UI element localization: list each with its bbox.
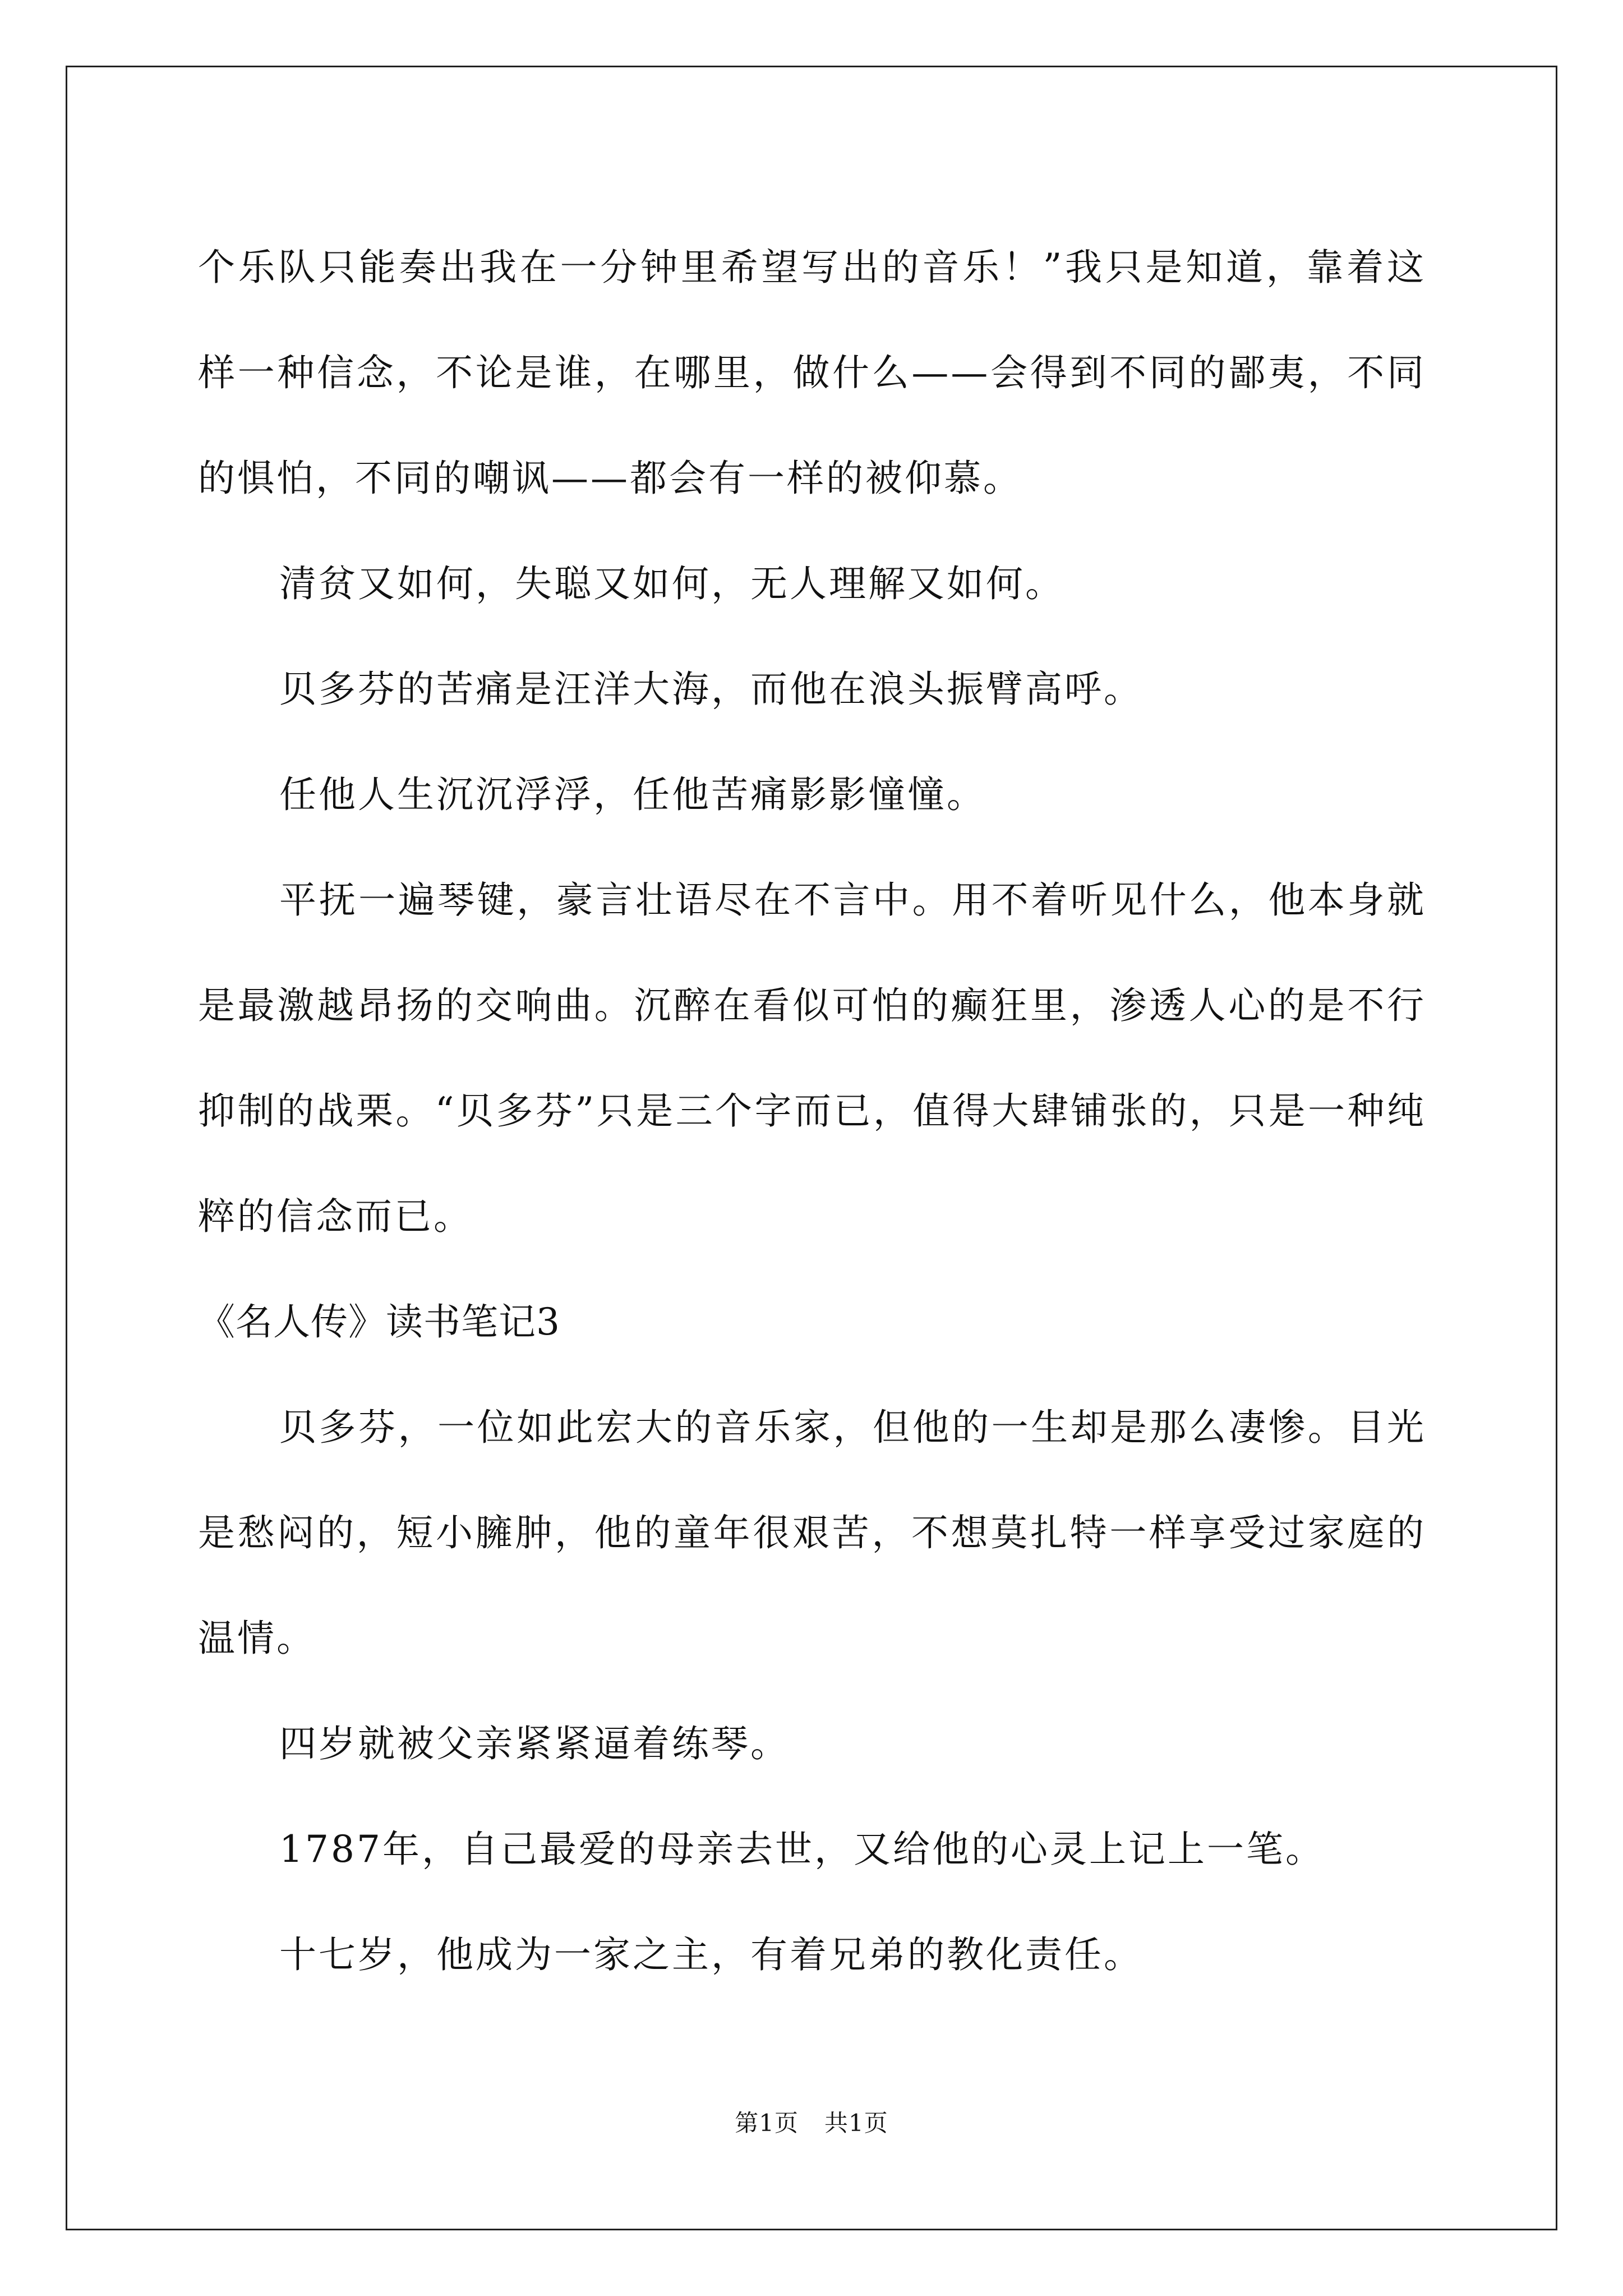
paragraph: 任他人生沉沉浮浮，任他苦痛影影憧憧。 bbox=[279, 773, 986, 816]
page-number: 第1页 bbox=[735, 2109, 799, 2137]
paragraph: 1787年，自己最爱的母亲去世，又给他的心灵上记上一笔。 bbox=[279, 1828, 1325, 1871]
paragraph-continuation: 个乐队只能奏出我在一分钟里希望写出的音乐！”我只是知道，靠着这样一种信念，不论是谁，在哪里，做什么——会得到不同的鄙夷，不同的惧怕，不同的嘲讽——都会有一样的被仰慕。 bbox=[198, 246, 1426, 500]
paragraph: 贝多芬，一位如此宏大的音乐家，但他的一生却是那么凄惨。目光是愁闷的，短小臃肿，他的童年很艰苦，不想莫扎特一样享受过家庭的温情。 bbox=[198, 1406, 1426, 1660]
page-total: 共1页 bbox=[824, 2109, 888, 2137]
page-footer bbox=[0, 2105, 1623, 2138]
paragraph: 清贫又如何，失聪又如何，无人理解又如何。 bbox=[279, 562, 1064, 605]
paragraph: 平抚一遍琴键，豪言壮语尽在不言中。用不着听见什么，他本身就是最激越昂扬的交响曲。沉醉在看似可怕的癫狂里，渗透人心的是不行抑制的战栗。“贝多芬”只是三个字而已，值得大肆铺张的，只是一种纯粹的信念而已。 bbox=[198, 878, 1426, 1238]
paragraph: 贝多芬的苦痛是汪洋大海，而他在浪头振臂高呼。 bbox=[279, 668, 1143, 711]
document-body bbox=[198, 215, 1426, 2008]
paragraph: 十七岁，他成为一家之主，有着兄弟的教化责任。 bbox=[279, 1933, 1143, 1976]
paragraph: 四岁就被父亲紧紧逼着练琴。 bbox=[279, 1722, 790, 1765]
section-heading: 《名人传》读书笔记3 bbox=[198, 1300, 560, 1343]
